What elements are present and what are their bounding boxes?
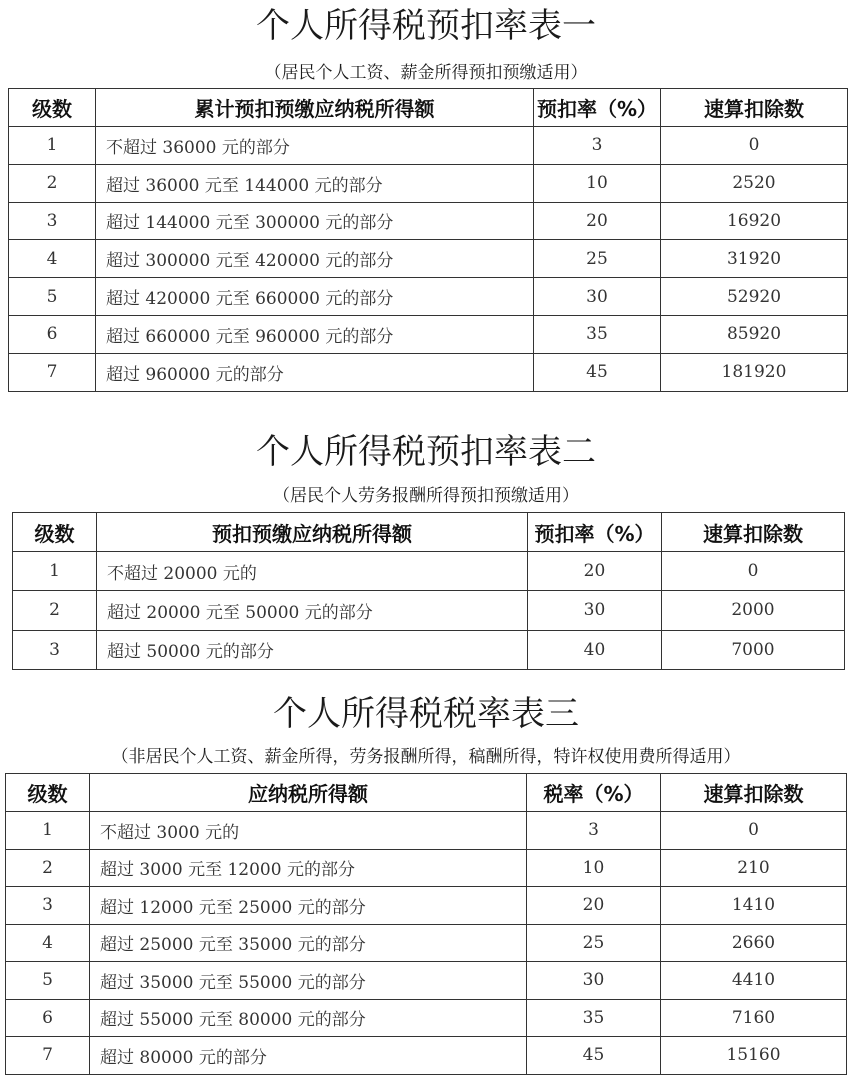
table-row: [9, 164, 848, 202]
table-row: [13, 630, 845, 669]
cell-income-range: 超过 960000 元的部分: [96, 353, 534, 391]
header-rate: 税率（%）: [527, 774, 661, 812]
header-income: 应纳税所得额: [90, 774, 527, 812]
cell-income-range: 超过 55000 元至 80000 元的部分: [90, 999, 527, 1037]
header-level: 级数: [9, 89, 96, 127]
cell-level: 2: [9, 164, 96, 202]
table-row: [6, 924, 847, 962]
cell-income-range: 超过 3000 元至 12000 元的部分: [90, 849, 527, 887]
cell-rate: 20: [527, 887, 661, 925]
cell-rate: 35: [534, 315, 661, 353]
cell-income-range: 超过 660000 元至 960000 元的部分: [96, 315, 534, 353]
cell-income-range: 超过 144000 元至 300000 元的部分: [96, 202, 534, 240]
table2-subtitle: （居民个人劳务报酬所得预扣预缴适用）: [273, 486, 579, 506]
cell-income-range: 不超过 3000 元的: [90, 812, 527, 850]
cell-deduction: 31920: [661, 240, 848, 278]
cell-level: 3: [6, 887, 90, 925]
table-row: [6, 1037, 847, 1075]
cell-rate: 40: [528, 630, 662, 669]
table1-title: 个人所得税预扣率表一: [256, 6, 596, 46]
cell-income-range: 超过 36000 元至 144000 元的部分: [96, 164, 534, 202]
header-level: 级数: [6, 774, 90, 812]
header-level: 级数: [13, 513, 97, 552]
table1: [8, 88, 848, 392]
cell-rate: 20: [528, 552, 662, 591]
cell-deduction: 2660: [661, 924, 847, 962]
table2: [12, 512, 845, 670]
cell-deduction: 7160: [661, 999, 847, 1037]
cell-deduction: 1410: [661, 887, 847, 925]
cell-deduction: 0: [661, 127, 848, 165]
table-row: [6, 962, 847, 1000]
cell-deduction: 85920: [661, 315, 848, 353]
table3-header-row: [6, 774, 847, 812]
table-row: [13, 552, 845, 591]
cell-rate: 25: [527, 924, 661, 962]
cell-level: 5: [6, 962, 90, 1000]
cell-deduction: 52920: [661, 278, 848, 316]
cell-level: 2: [6, 849, 90, 887]
cell-level: 4: [9, 240, 96, 278]
cell-rate: 10: [527, 849, 661, 887]
cell-income-range: 超过 20000 元至 50000 元的部分: [97, 591, 528, 630]
cell-deduction: 4410: [661, 962, 847, 1000]
cell-rate: 45: [534, 353, 661, 391]
table3-title: 个人所得税税率表三: [273, 694, 579, 734]
table1-subtitle: （居民个人工资、薪金所得预扣预缴适用）: [264, 63, 588, 83]
cell-deduction: 0: [662, 552, 845, 591]
cell-rate: 25: [534, 240, 661, 278]
cell-level: 6: [9, 315, 96, 353]
cell-level: 7: [6, 1037, 90, 1075]
header-income: 预扣预缴应纳税所得额: [97, 513, 528, 552]
header-deduction: 速算扣除数: [661, 774, 847, 812]
table-row: [6, 849, 847, 887]
header-rate: 预扣率（%）: [528, 513, 662, 552]
cell-deduction: 7000: [662, 630, 845, 669]
cell-income-range: 不超过 36000 元的部分: [96, 127, 534, 165]
cell-rate: 20: [534, 202, 661, 240]
table3-subtitle: （非居民个人工资、薪金所得，劳务报酬所得，稿酬所得，特许权使用费所得适用）: [111, 747, 741, 767]
cell-rate: 3: [527, 812, 661, 850]
cell-rate: 30: [528, 591, 662, 630]
cell-level: 2: [13, 591, 97, 630]
table2-title: 个人所得税预扣率表二: [256, 432, 596, 472]
table-row: [13, 591, 845, 630]
cell-deduction: 16920: [661, 202, 848, 240]
table-row: [9, 315, 848, 353]
cell-rate: 35: [527, 999, 661, 1037]
cell-income-range: 超过 50000 元的部分: [97, 630, 528, 669]
table-row: [6, 999, 847, 1037]
cell-deduction: 0: [661, 812, 847, 850]
cell-rate: 30: [527, 962, 661, 1000]
cell-rate: 45: [527, 1037, 661, 1075]
cell-income-range: 超过 80000 元的部分: [90, 1037, 527, 1075]
cell-level: 1: [13, 552, 97, 591]
cell-income-range: 超过 35000 元至 55000 元的部分: [90, 962, 527, 1000]
cell-income-range: 超过 12000 元至 25000 元的部分: [90, 887, 527, 925]
table-row: [9, 127, 848, 165]
cell-rate: 3: [534, 127, 661, 165]
header-deduction: 速算扣除数: [661, 89, 848, 127]
cell-income-range: 超过 420000 元至 660000 元的部分: [96, 278, 534, 316]
cell-level: 4: [6, 924, 90, 962]
cell-rate: 30: [534, 278, 661, 316]
cell-level: 6: [6, 999, 90, 1037]
table2-header-row: [13, 513, 845, 552]
header-deduction: 速算扣除数: [662, 513, 845, 552]
table-row: [9, 202, 848, 240]
cell-level: 1: [6, 812, 90, 850]
cell-level: 3: [9, 202, 96, 240]
cell-level: 1: [9, 127, 96, 165]
table-row: [9, 353, 848, 391]
cell-deduction: 2000: [662, 591, 845, 630]
cell-deduction: 210: [661, 849, 847, 887]
table3: [5, 773, 847, 1075]
table-row: [9, 240, 848, 278]
table1-header-row: [9, 89, 848, 127]
cell-deduction: 181920: [661, 353, 848, 391]
table-row: [6, 812, 847, 850]
cell-deduction: 15160: [661, 1037, 847, 1075]
table-row: [6, 887, 847, 925]
cell-deduction: 2520: [661, 164, 848, 202]
table-row: [9, 278, 848, 316]
cell-income-range: 超过 25000 元至 35000 元的部分: [90, 924, 527, 962]
cell-level: 5: [9, 278, 96, 316]
cell-income-range: 不超过 20000 元的: [97, 552, 528, 591]
cell-level: 7: [9, 353, 96, 391]
header-income: 累计预扣预缴应纳税所得额: [96, 89, 534, 127]
cell-income-range: 超过 300000 元至 420000 元的部分: [96, 240, 534, 278]
cell-rate: 10: [534, 164, 661, 202]
cell-level: 3: [13, 630, 97, 669]
header-rate: 预扣率（%）: [534, 89, 661, 127]
